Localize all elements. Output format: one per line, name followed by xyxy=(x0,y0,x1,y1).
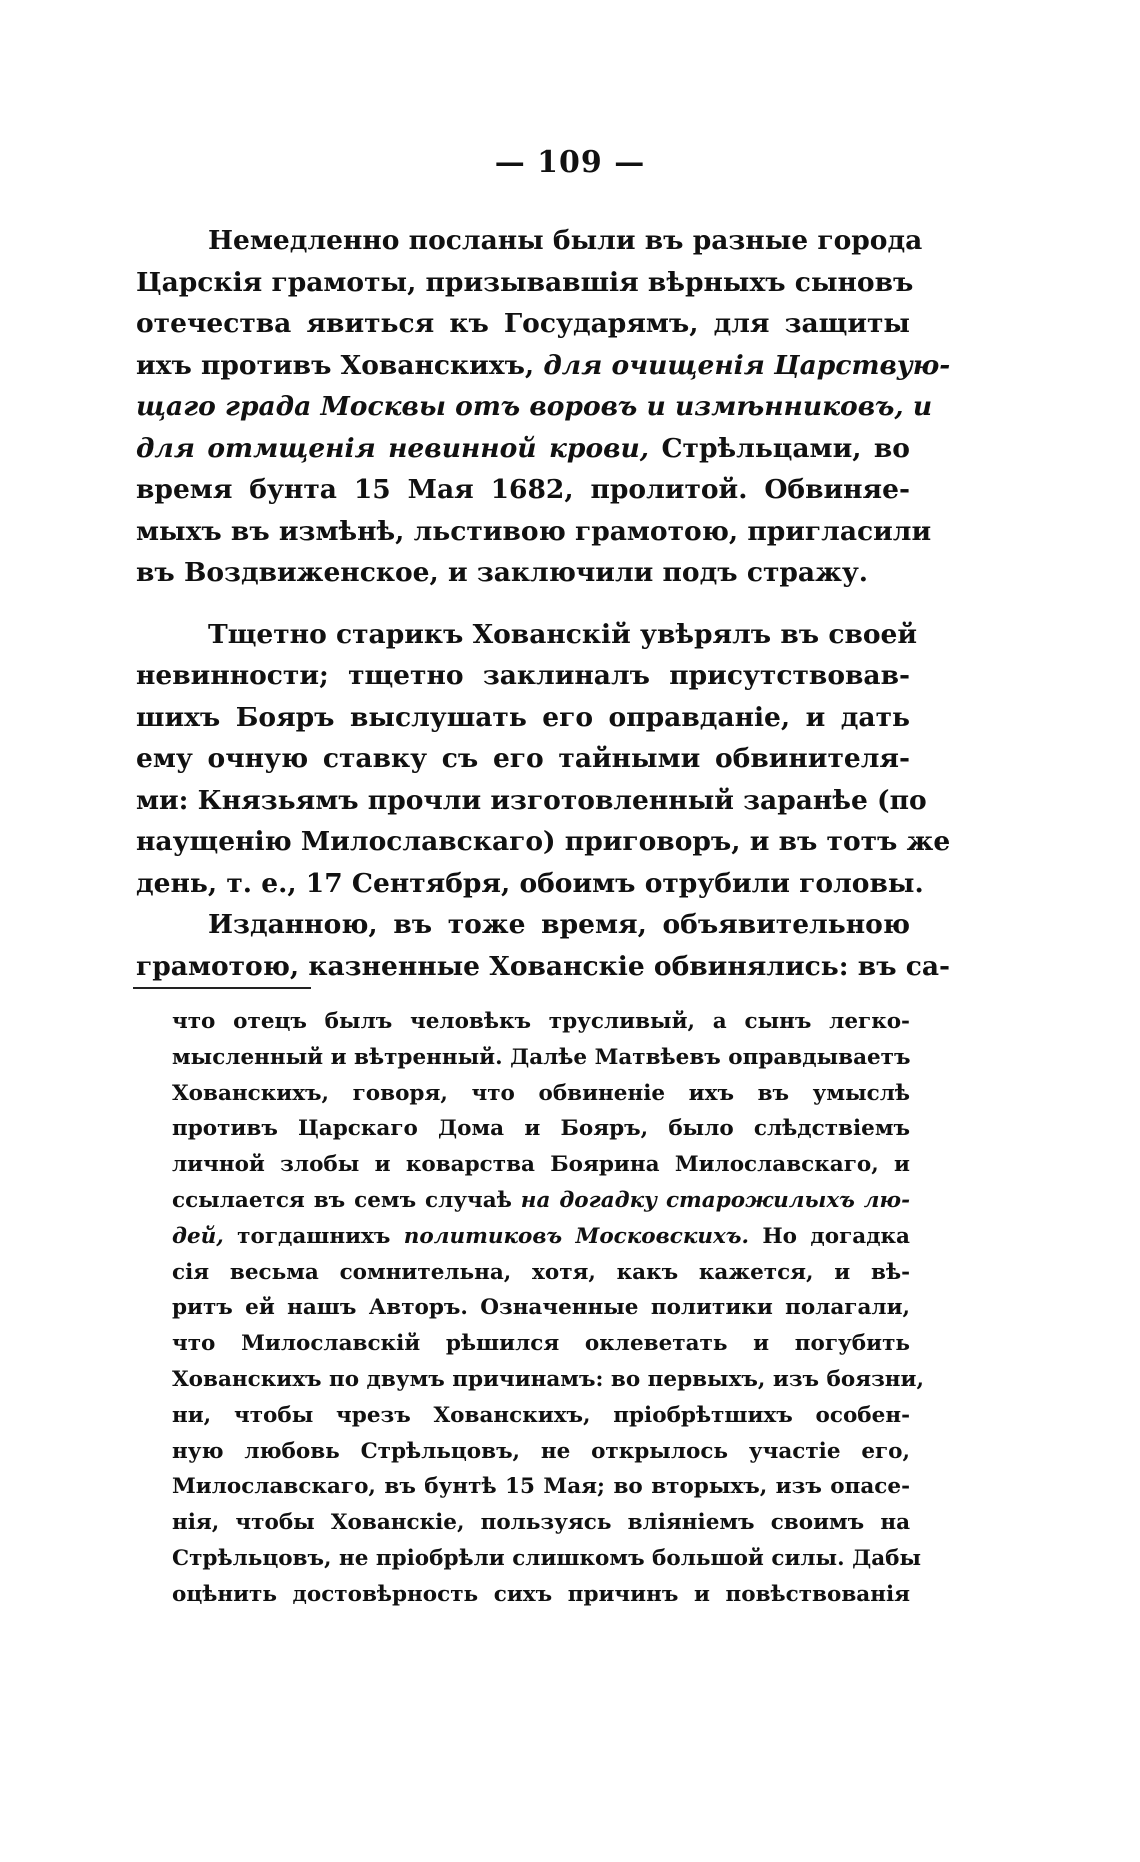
footnote-divider xyxy=(133,987,311,989)
footnote-line: ную любовь Стрѣльцовъ, не открылось участіе его, xyxy=(172,1438,910,1464)
text-line: Изданною, въ тоже время, объявительною xyxy=(208,909,910,940)
footnote-line: сія весьма сомнительна, хотя, какъ кажется, и вѣ- xyxy=(172,1259,910,1285)
italic-segment: для отмщенія невинной крови, xyxy=(136,432,650,464)
text-line: Тщетно старикъ Хованскій увѣрялъ въ своей xyxy=(208,618,918,650)
page-number: — 109 — xyxy=(494,145,646,180)
footnote-line: что отецъ былъ человѣкъ трусливый, а сынъ легко- xyxy=(172,1009,910,1034)
paragraph-1 xyxy=(136,220,951,594)
text-line: отечества явиться къ Государямъ, для защиты xyxy=(136,308,910,339)
footnote-line: Хованскихъ по двумъ причинамъ: во первыхъ, изъ боязни, xyxy=(172,1366,924,1392)
footnote-line: Стрѣльцовъ, не пріобрѣли слишкомъ большой силы. Дабы xyxy=(172,1545,922,1571)
text-line: наущенію Милославскаго) приговоръ, и въ тотъ же xyxy=(136,826,951,857)
text-line: день, т. е., 17 Сентября, обоимъ отрубили головы. xyxy=(136,867,924,899)
footnote-line xyxy=(172,1219,910,1255)
text-line: Царскія грамоты, призывавшія вѣрныхъ сыновъ xyxy=(136,266,914,298)
text-line: шихъ Бояръ выслушать его оправданіе, и дать xyxy=(136,701,910,733)
paragraph-2 xyxy=(136,614,951,905)
text-segment: тогдашнихъ xyxy=(223,1223,404,1249)
italic-segment: дей, xyxy=(172,1223,224,1249)
text-line: грамотою, казненные Хованскіе обвинялись: въ са- xyxy=(136,950,951,982)
text-segment: Стрѣльцами, во xyxy=(649,432,910,464)
text-line xyxy=(136,345,951,387)
paragraph-3 xyxy=(136,904,951,987)
paragraph-gap xyxy=(136,594,910,614)
text-line: мыхъ въ измѣнѣ, льстивою грамотою, пригласили xyxy=(136,515,932,547)
text-line: Немедленно посланы были въ разные города xyxy=(208,225,923,256)
text-line: ему очную ставку съ его тайными обвинителя- xyxy=(136,743,910,774)
footnote-line: Милославскаго, въ бунтѣ 15 Мая; во вторыхъ, изъ опасе- xyxy=(172,1474,910,1500)
italic-segment: политиковъ Московскихъ. xyxy=(403,1223,749,1249)
text-segment: ихъ противъ Хованскихъ, xyxy=(136,349,544,381)
text-segment: Но догадка xyxy=(748,1223,910,1249)
text-line: время бунта 15 Мая 1682, пролитой. Обвиняе- xyxy=(136,474,910,505)
text-line: въ Воздвиженское, и заключили подъ стражу. xyxy=(136,557,869,588)
footnote-line: нія, чтобы Хованскіе, пользуясь вліяніемъ своимъ на xyxy=(172,1510,910,1536)
text-line: невинности; тщетно заклиналъ присутствовав- xyxy=(136,660,910,691)
main-text xyxy=(136,220,951,987)
footnote-line: личной злобы и коварства Боярина Милославскаго, и xyxy=(172,1152,910,1178)
footnote-line: мысленный и вѣтренный. Далѣе Матвѣевъ оправдываетъ xyxy=(172,1044,911,1070)
footnote-line: противъ Царскаго Дома и Бояръ, было слѣдствіемъ xyxy=(172,1116,910,1142)
footnote-line: что Милославскій рѣшился оклеветать и погубить xyxy=(172,1331,910,1357)
text-line xyxy=(136,428,910,470)
text-line: ми: Князьямъ прочли изготовленный заранѣе (по xyxy=(136,784,927,816)
italic-segment: для очищенія Царствую- xyxy=(543,349,951,381)
footnote-line: Хованскихъ, говоря, что обвиненіе ихъ въ умыслѣ xyxy=(172,1080,910,1106)
footnote xyxy=(172,1004,924,1613)
text-segment: ссылается въ семъ случаѣ xyxy=(172,1187,521,1213)
italic-segment: на догадку старожилыхъ лю- xyxy=(520,1187,910,1213)
footnote-line: ритъ ей нашъ Авторъ. Означенные политики полагали, xyxy=(172,1295,910,1321)
footnote-line: ни, чтобы чрезъ Хованскихъ, пріобрѣтшихъ особен- xyxy=(172,1402,910,1428)
text-line: щаго града Москвы отъ воровъ и измѣнниковъ, и xyxy=(136,391,933,422)
footnote-line: оцѣнить достовѣрность сихъ причинъ и повѣствованія xyxy=(172,1581,910,1607)
footnote-line xyxy=(172,1183,910,1219)
